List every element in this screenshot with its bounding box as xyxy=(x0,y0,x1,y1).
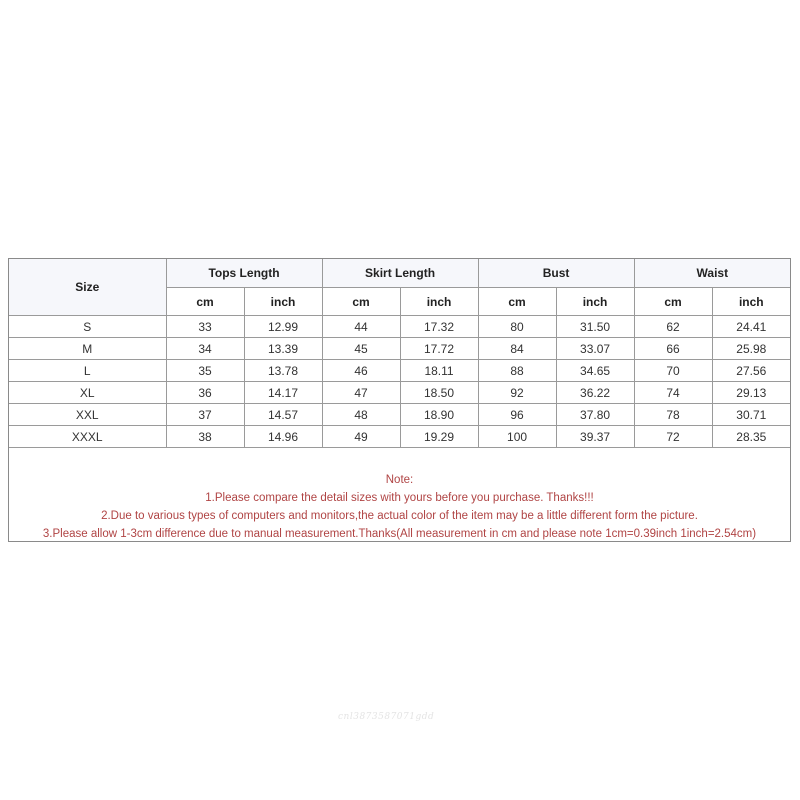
size-cell: XXL xyxy=(9,404,166,426)
value-cell: 19.29 xyxy=(400,426,478,448)
value-cell: 17.32 xyxy=(400,316,478,338)
value-cell: 37.80 xyxy=(556,404,634,426)
table-row xyxy=(9,338,790,360)
value-cell: 88 xyxy=(478,360,556,382)
size-cell: S xyxy=(9,316,166,338)
value-cell: 35 xyxy=(166,360,244,382)
size-cell: M xyxy=(9,338,166,360)
value-cell: 31.50 xyxy=(556,316,634,338)
note-line-2: 2.Due to various types of computers and monitors,the actual color of the item may be a little different form the picture. xyxy=(101,510,698,522)
value-cell: 36 xyxy=(166,382,244,404)
size-cell: XXXL xyxy=(9,426,166,448)
size-chart xyxy=(8,258,791,542)
value-cell: 30.71 xyxy=(712,404,790,426)
value-cell: 17.72 xyxy=(400,338,478,360)
size-cell: L xyxy=(9,360,166,382)
unit-header: inch xyxy=(712,288,790,316)
value-cell: 80 xyxy=(478,316,556,338)
value-cell: 13.78 xyxy=(244,360,322,382)
group-header-waist: Waist xyxy=(634,259,790,288)
value-cell: 14.17 xyxy=(244,382,322,404)
value-cell: 28.35 xyxy=(712,426,790,448)
note-line-3: 3.Please allow 1-3cm difference due to manual measurement.Thanks(All measurement in cm and please note 1cm=0.39inch 1inch=2.54cm) xyxy=(42,528,757,540)
value-cell: 38 xyxy=(166,426,244,448)
value-cell: 14.96 xyxy=(244,426,322,448)
group-header-skirt-length: Skirt Length xyxy=(322,259,478,288)
value-cell: 49 xyxy=(322,426,400,448)
value-cell: 34 xyxy=(166,338,244,360)
group-header-bust: Bust xyxy=(478,259,634,288)
value-cell: 33 xyxy=(166,316,244,338)
value-cell: 47 xyxy=(322,382,400,404)
value-cell: 48 xyxy=(322,404,400,426)
value-cell: 14.57 xyxy=(244,404,322,426)
note-line-1: 1.Please compare the detail sizes with yours before you purchase. Thanks!!! xyxy=(205,492,594,504)
group-header-tops-length: Tops Length xyxy=(166,259,322,288)
value-cell: 96 xyxy=(478,404,556,426)
unit-header: cm xyxy=(634,288,712,316)
unit-header: inch xyxy=(556,288,634,316)
table-row xyxy=(9,382,790,404)
value-cell: 33.07 xyxy=(556,338,634,360)
value-cell: 84 xyxy=(478,338,556,360)
value-cell: 37 xyxy=(166,404,244,426)
value-cell: 100 xyxy=(478,426,556,448)
value-cell: 27.56 xyxy=(712,360,790,382)
value-cell: 92 xyxy=(478,382,556,404)
size-column-header: Size xyxy=(9,259,166,316)
value-cell: 36.22 xyxy=(556,382,634,404)
value-cell: 62 xyxy=(634,316,712,338)
size-table xyxy=(9,259,790,448)
watermark: cnl3873587071gdd xyxy=(338,712,435,722)
value-cell: 46 xyxy=(322,360,400,382)
value-cell: 18.90 xyxy=(400,404,478,426)
table-row xyxy=(9,360,790,382)
unit-header: inch xyxy=(400,288,478,316)
notes-section xyxy=(9,471,790,543)
value-cell: 18.11 xyxy=(400,360,478,382)
value-cell: 39.37 xyxy=(556,426,634,448)
value-cell: 34.65 xyxy=(556,360,634,382)
unit-header: inch xyxy=(244,288,322,316)
value-cell: 72 xyxy=(634,426,712,448)
table-row xyxy=(9,316,790,338)
value-cell: 66 xyxy=(634,338,712,360)
value-cell: 13.39 xyxy=(244,338,322,360)
value-cell: 78 xyxy=(634,404,712,426)
table-row xyxy=(9,404,790,426)
value-cell: 25.98 xyxy=(712,338,790,360)
unit-header: cm xyxy=(478,288,556,316)
value-cell: 45 xyxy=(322,338,400,360)
size-cell: XL xyxy=(9,382,166,404)
value-cell: 74 xyxy=(634,382,712,404)
table-row xyxy=(9,426,790,448)
value-cell: 12.99 xyxy=(244,316,322,338)
unit-header: cm xyxy=(322,288,400,316)
value-cell: 70 xyxy=(634,360,712,382)
notes-title: Note: xyxy=(385,474,414,486)
value-cell: 24.41 xyxy=(712,316,790,338)
group-header-row xyxy=(9,259,790,288)
value-cell: 29.13 xyxy=(712,382,790,404)
unit-header: cm xyxy=(166,288,244,316)
value-cell: 44 xyxy=(322,316,400,338)
value-cell: 18.50 xyxy=(400,382,478,404)
